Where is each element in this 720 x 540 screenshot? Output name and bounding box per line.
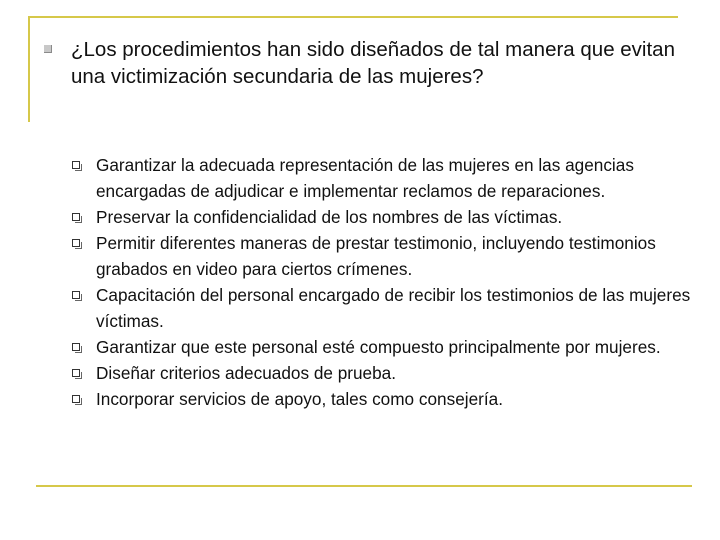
list-item (96, 282, 691, 334)
square-bullet-icon (44, 45, 52, 53)
list-item (96, 204, 691, 230)
list-item-text: Permitir diferentes maneras de prestar testimonio, incluyendo testimonios grabados en video para ciertos crímenes. (96, 233, 656, 279)
sub-bullet-list (96, 152, 691, 412)
list-item (96, 334, 691, 360)
main-question: ¿Los procedimientos han sido diseñados de tal manera que evitan una victimización secundaria de las mujeres? (71, 38, 675, 88)
list-item-text: Preservar la confidencialidad de los nombres de las víctimas. (96, 207, 563, 227)
list-item (96, 360, 691, 386)
list-item-text: Garantizar que este personal esté compuesto principalmente por mujeres. (96, 337, 661, 357)
list-item-text: Incorporar servicios de apoyo, tales como consejería. (96, 389, 503, 409)
list-item (96, 386, 691, 412)
list-item-text: Garantizar la adecuada representación de las mujeres en las agencias encargadas de adjudicar e implementar reclamos de reparaciones. (96, 155, 634, 201)
left-frame-line (28, 16, 30, 122)
bottom-frame-line (36, 485, 692, 487)
hollow-square-bullet-icon (72, 239, 80, 247)
hollow-square-bullet-icon (72, 395, 80, 403)
list-item-text: Diseñar criterios adecuados de prueba. (96, 363, 397, 383)
hollow-square-bullet-icon (72, 343, 80, 351)
hollow-square-bullet-icon (72, 213, 80, 221)
hollow-square-bullet-icon (72, 161, 80, 169)
hollow-square-bullet-icon (72, 291, 80, 299)
hollow-square-bullet-icon (72, 369, 80, 377)
list-item (96, 152, 691, 204)
top-frame-line (28, 16, 678, 18)
list-item-text: Capacitación del personal encargado de recibir los testimonios de las mujeres víctimas. (96, 285, 691, 331)
list-item (96, 230, 691, 282)
